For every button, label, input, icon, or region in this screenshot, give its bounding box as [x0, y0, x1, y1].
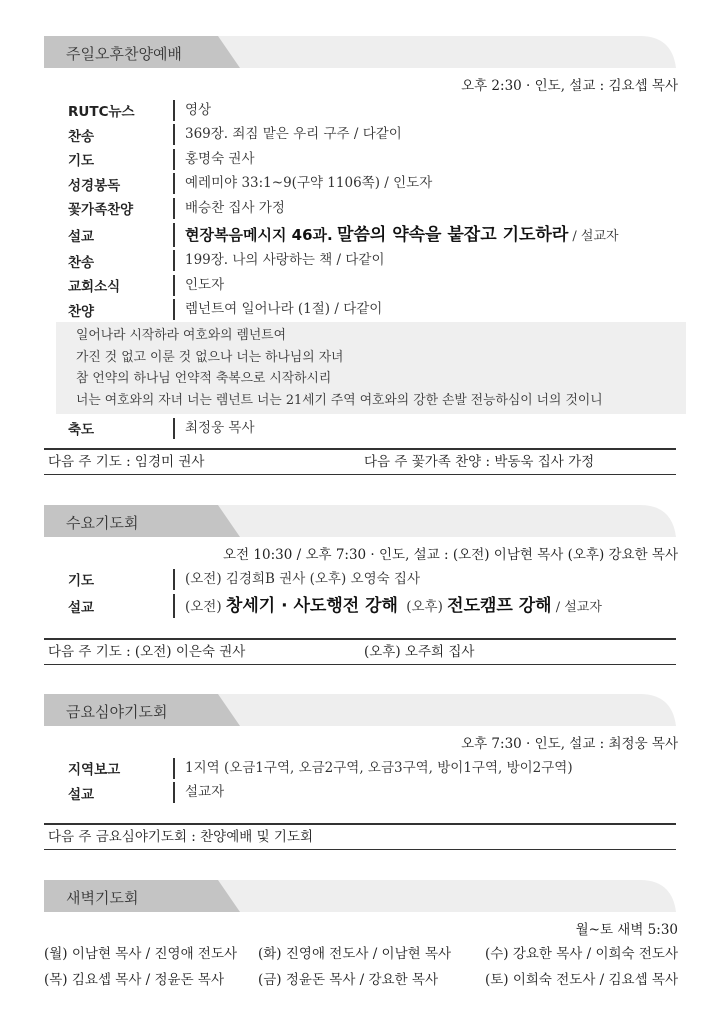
row-label: 축도: [68, 422, 95, 439]
pm-sermon-title: 전도캠프 강해: [447, 595, 552, 616]
row-label: 찬송: [68, 128, 95, 145]
next-week-prayer: 다음 주 기도 : 임경미 권사: [48, 454, 205, 470]
row-value: 설교자: [173, 782, 224, 803]
row-church-news: [0, 273, 722, 298]
row-label: 기도: [68, 573, 95, 590]
row-label: 찬송: [68, 254, 95, 271]
section-header: [0, 36, 722, 68]
section-title: 새벽기도회: [66, 889, 139, 907]
row-news: [0, 98, 722, 123]
row-sermon: [0, 592, 722, 620]
pm-label: (오후): [406, 598, 443, 615]
am-label: (오전): [185, 598, 222, 615]
order-of-service: [0, 98, 722, 441]
sermon-suffix: / 설교자: [568, 228, 619, 244]
dawn-schedule-sat: (토) 이희숙 전도사 / 김요셉 목사: [484, 972, 678, 988]
sermon-suffix: / 설교자: [551, 599, 602, 615]
row-value: 199장. 나의 사랑하는 책 / 다같이: [173, 250, 385, 271]
section-header: [0, 505, 722, 537]
section-header: [0, 694, 722, 726]
row-value: 369장. 죄짐 맡은 우리 구주 / 다같이: [173, 124, 402, 145]
row-sermon: [0, 221, 722, 249]
section-title: 주일오후찬양예배: [66, 45, 182, 63]
section-title: 금요심야기도회: [66, 703, 168, 721]
next-week-family-praise: 다음 주 꽃가족 찬양 : 박동욱 집사 가정: [364, 454, 595, 470]
am-sermon-title: 창세기 · 사도행전 강해: [225, 595, 398, 616]
next-week-friday: 다음 주 금요심야기도회 : 찬양예배 및 기도회: [48, 829, 314, 845]
order-of-service: [0, 756, 722, 805]
dawn-schedule-fri: (금) 정윤돈 목사 / 강요한 목사: [258, 972, 438, 988]
row-label: 지역보고: [68, 762, 121, 779]
row-benediction: [0, 416, 722, 441]
row-label: RUTC뉴스: [68, 104, 135, 121]
service-meta: 오전 10:30 / 오후 7:30 · 인도, 설교 : (오전) 이남현 목사 (오후) 강요한 목사: [223, 547, 678, 563]
row-value: 홍명숙 권사: [173, 149, 255, 170]
row-sermon: [0, 781, 722, 806]
row-value: 1지역 (오금1구역, 오금2구역, 오금3구역, 방이1구역, 방이2구역): [173, 758, 573, 779]
dawn-schedule-wed: (수) 강요한 목사 / 이희숙 전도사: [484, 946, 678, 962]
next-week-prayer-pm: (오후) 오주희 집사: [364, 644, 475, 660]
lyric-line: 참 언약의 하나님 언약적 축복으로 시작하시리: [76, 371, 332, 386]
praise-lyrics: [56, 322, 686, 414]
row-region-report: [0, 756, 722, 781]
service-meta: 오후 2:30 · 인도, 설교 : 김요셉 목사: [461, 78, 678, 94]
section-wednesday: [0, 505, 722, 620]
row-value: 최정웅 목사: [173, 418, 255, 439]
row-reading: [0, 172, 722, 197]
service-meta: 오후 7:30 · 인도, 설교 : 최정웅 목사: [461, 736, 678, 752]
section-dawn: [0, 880, 722, 938]
next-week-prayer-am: 다음 주 기도 : (오전) 이은숙 권사: [48, 644, 246, 660]
order-of-service: [0, 567, 722, 620]
next-week-bar: [44, 823, 676, 850]
lyric-line: 너는 여호와의 자녀 너는 렘넌트 너는 21세기 주역 여호와의 강한 손발 전능하심이 너의 것이니: [76, 392, 603, 408]
row-label: 기도: [68, 153, 95, 170]
row-value: [173, 594, 602, 618]
row-label: 성경봉독: [68, 177, 121, 194]
row-label: 꽃가족찬양: [68, 202, 134, 219]
service-meta: 월~토 새벽 5:30: [575, 922, 678, 938]
row-family-praise: [0, 196, 722, 221]
section-friday: [0, 694, 722, 805]
sermon-prefix: 현장복음메시지 46과.: [185, 225, 333, 244]
row-hymn: [0, 123, 722, 148]
row-label: 찬양: [68, 303, 95, 320]
next-week-bar: [44, 638, 676, 665]
dawn-schedule-tue: (화) 진영애 전도사 / 이남현 목사: [258, 946, 452, 962]
row-value: [173, 223, 619, 247]
row-label: 교회소식: [68, 279, 121, 296]
row-hymn-2: [0, 249, 722, 274]
row-value: (오전) 김경희B 권사 (오후) 오영숙 집사: [173, 569, 420, 590]
next-week-bar: [44, 448, 676, 475]
lyric-line: 일어나라 시작하라 여호와의 렘넌트여: [76, 328, 286, 343]
row-value: 인도자: [173, 275, 224, 296]
section-sunday: [0, 36, 722, 441]
row-label: 설교: [68, 786, 95, 803]
row-value: 영상: [173, 100, 211, 121]
dawn-schedule-mon: (월) 이남현 목사 / 진영애 전도사: [44, 946, 238, 962]
row-value: 예레미야 33:1~9(구약 1106쪽) / 인도자: [173, 173, 432, 194]
lyric-line: 가진 것 없고 이룬 것 없으나 너는 하나님의 자녀: [76, 349, 344, 365]
section-header: [0, 880, 722, 912]
sermon-title: 말씀의 약속을 붙잡고 기도하라: [337, 224, 569, 245]
row-value: 배승찬 집사 가정: [173, 198, 285, 219]
row-label: 설교: [68, 599, 95, 616]
section-title: 수요기도회: [66, 514, 139, 532]
row-value: 렘넌트여 일어나라 (1절) / 다같이: [173, 299, 382, 320]
dawn-schedule-thu: (목) 김요셉 목사 / 정윤돈 목사: [44, 972, 224, 988]
row-praise: [0, 298, 722, 323]
row-prayer: [0, 147, 722, 172]
row-prayer: [0, 567, 722, 592]
row-label: 설교: [68, 228, 95, 245]
